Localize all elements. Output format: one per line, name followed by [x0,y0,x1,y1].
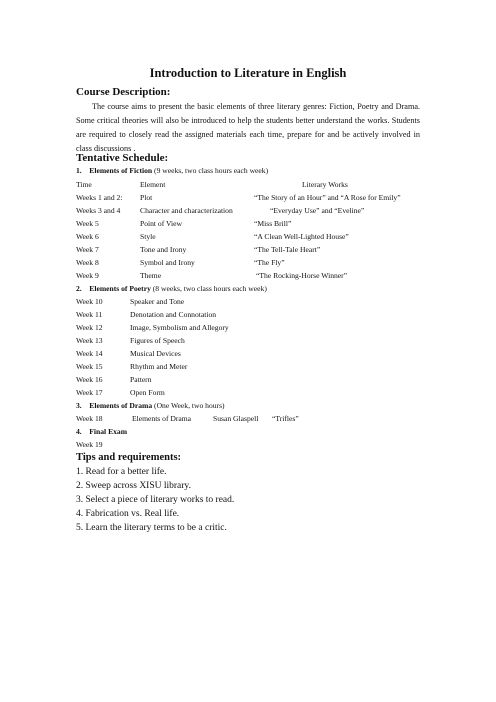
tip-item: 1. Read for a better life. [76,467,167,477]
tips-heading: Tips and requirements: [76,452,182,463]
document-title: Introduction to Literature in English [149,66,347,80]
tip-item: 5. Learn the literary terms to be a critic. [76,523,227,533]
poetry-section-title: 2. Elements of Poetry (8 weeks, two class hours each week) [76,284,267,293]
course-description-heading: Course Description: [76,86,171,98]
drama-section-title: 3. Elements of Drama (One Week, two hours) [76,401,225,410]
schedule-heading: Tentative Schedule: [76,152,169,164]
tip-item: 2. Sweep across XISU library. [76,481,191,491]
tip-item: 3. Select a piece of literary works to read. [76,495,235,505]
fiction-section-title: 1. Elements of Fiction (9 weeks, two class hours each week) [76,166,269,175]
column-literary-works: Literary Works [302,180,348,189]
column-element: Element [140,180,166,189]
document-page: Introduction to Literature in English Course Description: The course aims to present the basic elements of three literary genres: Fiction, Poetry and Drama. Some critical theories will also be introduced to help the students better understand the works. Students are required to closely read the assigned materials each time, prepare for and be actively involved in class discussions . Tentative Schedule: 1. Elements of Fiction (9 weeks, two class hours each week) Time Element Literary Works Weeks 1 and 2: Plot “The Story of an Hour” and “A Rose for Emily” Weeks 3 and 4 Character and characterization “Everyday Use” and “Eveline” Week 5 Point of View “Miss Brill” Week 6 Style “A Clean Well-Lighted House” Week 7 Tone and Irony “The Tell-Tale Heart” Week 8 Symbol and Irony “The Fly” Week 9 Theme “The Rocking-Horse Winner” 2. Elements of Poetry (8 weeks, two class hours each week) Week 10 Speaker and Tone Week 11 Denotation and Connotation Week 12 Image, Symbolism and Allegory Week 13 Figures of Speech Week 14 Musical Devices Week 15 Rhythm and Meter Week 16 Pattern Week 17 Open Form 3. Elements of Drama (One Week, two hours) Week 18 Elements of Drama Susan Glaspell “Trifles” 4. Final Exam Week 19 Tips and requirements: 1. Read for a better life. 2. Sweep across XISU library. 3. Select a piece of literary works to read. 4. Fabrication vs. Real life. 5. Learn the literary terms to be a critic. [0,0,496,702]
course-description-text: The course aims to present the basic elements of three literary genres: Fiction, Poetry and Drama. Some critical theories will also be introduced to help the students better understand the works. Students are required to closely read the assigned materials each time, prepare for and be actively involved in class discussions . [76,102,420,153]
final-exam-title: 4. Final Exam [76,427,128,436]
tip-item: 4. Fabrication vs. Real life. [76,509,180,519]
column-time: Time [76,180,92,189]
